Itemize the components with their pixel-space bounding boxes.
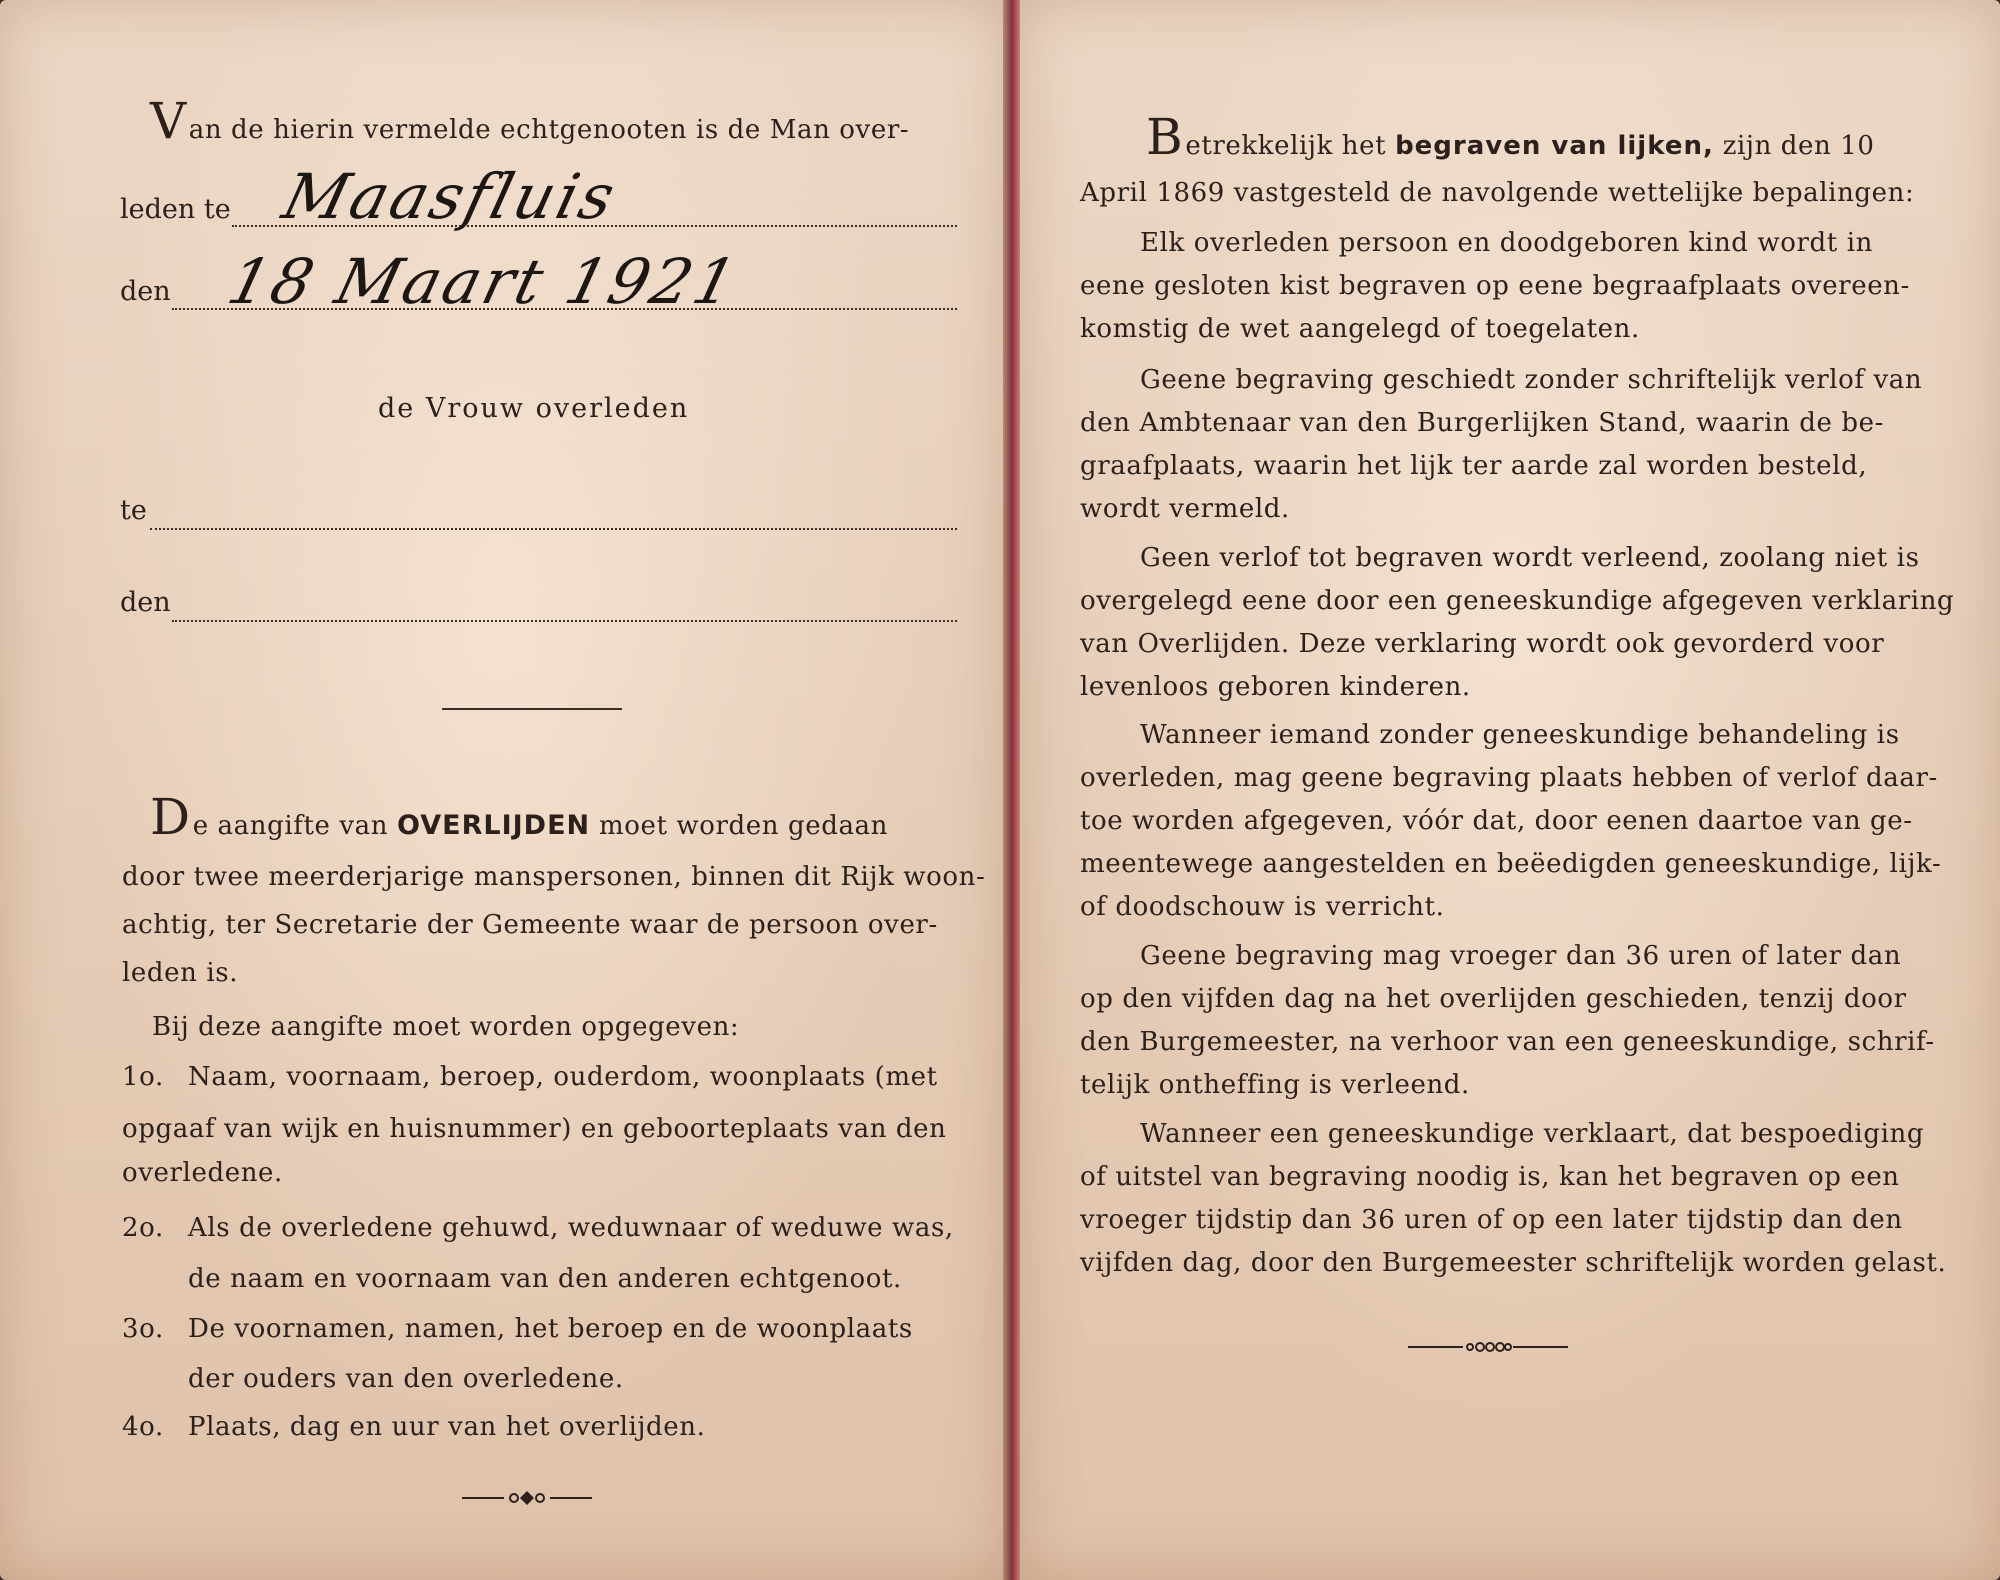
right-intro-a: etrekkelijk het — [1185, 131, 1387, 161]
list-item-line: Plaats, dag en uur van het overlijden. — [188, 1412, 706, 1442]
woman-place-label: te — [120, 495, 147, 526]
aangifte-line2: door twee meerderjarige manspersonen, binnen dit Rijk woon- — [122, 862, 986, 892]
divider-rule — [442, 708, 622, 710]
list-item-line: de naam en voornaam van den anderen echtgenoot. — [188, 1264, 902, 1294]
para-line: toe worden afgegeven, vóór dat, door eenen daartoe van ge- — [1080, 806, 1913, 836]
right-dropcap: B — [1146, 108, 1184, 166]
man-date-label: den — [120, 276, 171, 307]
overlijden-heading: OVERLIJDEN — [397, 810, 591, 841]
para-line: meentewege aangestelden en beëedigden geneeskundige, lijk- — [1080, 849, 1942, 879]
list-item-line: Als de overledene gehuwd, weduwnaar of weduwe was, — [188, 1213, 954, 1243]
man-place-handwriting: Maasfluis — [275, 160, 625, 233]
intro-text — [150, 92, 910, 150]
opgeven-intro: Bij deze aangifte moet worden opgegeven: — [152, 1012, 740, 1042]
para-line: wordt vermeld. — [1080, 494, 1290, 524]
para-line: of uitstel van begraving noodig is, kan het begraven op een — [1080, 1162, 1900, 1192]
para-line: komstig de wet aangelegd of toegelaten. — [1080, 314, 1640, 344]
aangifte-line3: achtig, ter Secretarie der Gemeente waar de persoon over- — [122, 910, 938, 940]
list-item-line: overledene. — [122, 1158, 283, 1188]
para-line: den Ambtenaar van den Burgerlijken Stand, waarin de be- — [1080, 408, 1885, 438]
para-line: graafplaats, waarin het lijk ter aarde zal worden besteld, — [1080, 451, 1868, 481]
para-line: van Overlijden. Deze verklaring wordt ook gevorderd voor — [1080, 629, 1885, 659]
para-line: Geen verlof tot begraven wordt verleend, zoolang niet is — [1140, 543, 1920, 573]
intro-line1: an de hierin vermelde echtgenooten is de Man over- — [188, 115, 910, 145]
item-number: 1o. — [122, 1062, 164, 1092]
right-intro-line1 — [1146, 108, 1875, 166]
list-item-line: Naam, voornaam, beroep, ouderdom, woonplaats (met — [188, 1062, 938, 1092]
man-date-handwriting: 18 Maart 1921 — [220, 245, 747, 318]
begraven-heading: begraven van lijken, — [1395, 131, 1714, 161]
ornament-icon — [1408, 1336, 1568, 1362]
item-number: 3o. — [122, 1314, 164, 1344]
woman-date-label: den — [120, 587, 171, 618]
right-intro-b: zijn den 10 — [1722, 131, 1875, 161]
woman-place-line — [150, 528, 957, 530]
right-page — [1020, 0, 2000, 1580]
para-line: eene gesloten kist begraven op eene begraafplaats overeen- — [1080, 271, 1910, 301]
para-line: Wanneer iemand zonder geneeskundige behandeling is — [1140, 720, 1900, 750]
para-line: Elk overleden persoon en doodgeboren kind wordt in — [1140, 228, 1873, 258]
para-line: Geene begraving mag vroeger dan 36 uren of later dan — [1140, 941, 1902, 971]
list-item-line: der ouders van den overledene. — [188, 1364, 624, 1394]
para-line: levenloos geboren kinderen. — [1080, 672, 1471, 702]
para-line: overgelegd eene door een geneeskundige afgegeven verklaring — [1080, 586, 1955, 616]
list-item-line: opgaaf van wijk en huisnummer) en geboorteplaats van den — [122, 1114, 947, 1144]
aangifte-line4: leden is. — [122, 958, 239, 988]
para-line: op den vijfden dag na het overlijden geschieden, tenzij door — [1080, 984, 1907, 1014]
para-line: Wanneer een geneeskundige verklaart, dat bespoediging — [1140, 1119, 1925, 1149]
aangifte-line1 — [150, 788, 888, 846]
para-line: of doodschouw is verricht. — [1080, 892, 1445, 922]
para-line: vijfden dag, door den Burgemeester schriftelijk worden gelast. — [1080, 1248, 1947, 1278]
para-line: den Burgemeester, na verhoor van een geneeskundige, schrif- — [1080, 1027, 1935, 1057]
intro-dropcap: V — [150, 92, 187, 150]
para-line: overleden, mag geene begraving plaats hebben of verlof daar- — [1080, 763, 1938, 793]
item-number: 4o. — [122, 1412, 164, 1442]
aangifte-dropcap: D — [150, 788, 191, 846]
para-line: telijk ontheffing is verleend. — [1080, 1070, 1470, 1100]
item-number: 2o. — [122, 1213, 164, 1243]
woman-heading: de Vrouw overleden — [378, 393, 690, 424]
right-intro-line2: April 1869 vastgesteld de navolgende wettelijke bepalingen: — [1080, 178, 1915, 208]
list-item-line: De voornamen, namen, het beroep en de woonplaats — [188, 1314, 913, 1344]
woman-date-line — [172, 620, 957, 622]
aangifte-text-b: moet worden gedaan — [598, 811, 888, 841]
aangifte-text-a: e aangifte van — [192, 811, 389, 841]
man-place-label: leden te — [120, 194, 231, 225]
para-line: Geene begraving geschiedt zonder schriftelijk verlof van — [1140, 365, 1923, 395]
para-line: vroeger tijdstip dan 36 uren of op een later tijdstip dan den — [1080, 1205, 1903, 1235]
ornament-icon — [462, 1486, 592, 1514]
